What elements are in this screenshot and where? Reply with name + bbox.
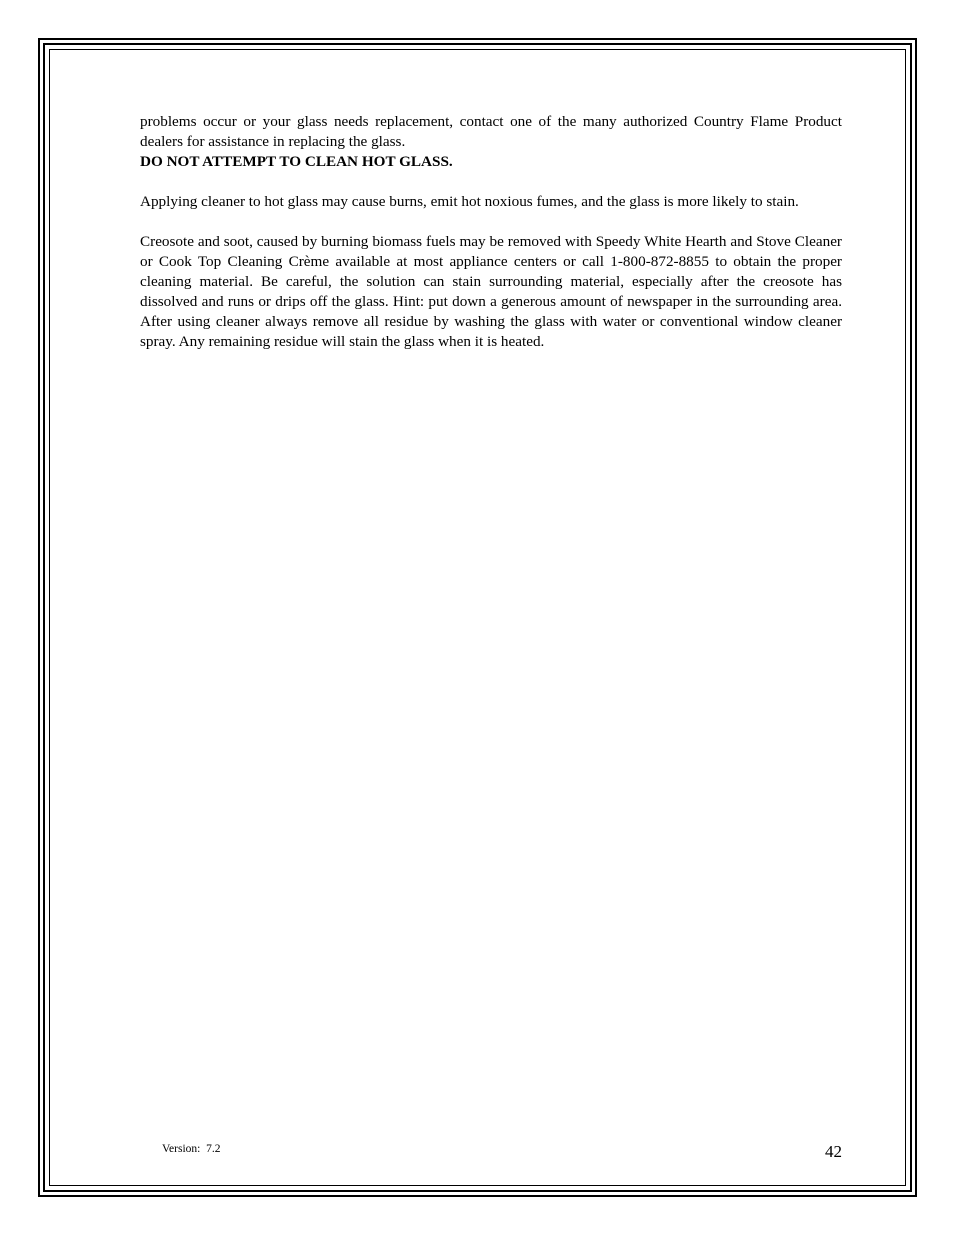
page-number: 42 [825, 1142, 842, 1161]
intro-paragraph: problems occur or your glass needs replacement, contact one of the many authorized Country Flame Product dealers for assistance in replacing the glass. [140, 113, 842, 150]
hot-glass-warning: DO NOT ATTEMPT TO CLEAN HOT GLASS. [140, 153, 453, 170]
hot-glass-paragraph: Applying cleaner to hot glass may cause burns, emit hot noxious fumes, and the glass is more likely to stain. [140, 193, 799, 210]
version-label: Version: 7.2 [162, 1143, 221, 1155]
page-content [140, 112, 842, 352]
creosote-paragraph: Creosote and soot, caused by burning biomass fuels may be removed with Speedy White Hearth and Stove Cleaner or Cook Top Cleaning Crème available at most appliance centers or call 1-800-872-8855 to obtain the proper cleaning material. Be careful, the solution can stain surrounding material, especially after the creosote has dissolved and runs or drips off the glass. Hint: put down a generous amount of newspaper in the surrounding area. After using cleaner always remove all residue by washing the glass with water or conventional window cleaner spray. Any remaining residue will stain the glass when it is heated. [140, 233, 842, 350]
